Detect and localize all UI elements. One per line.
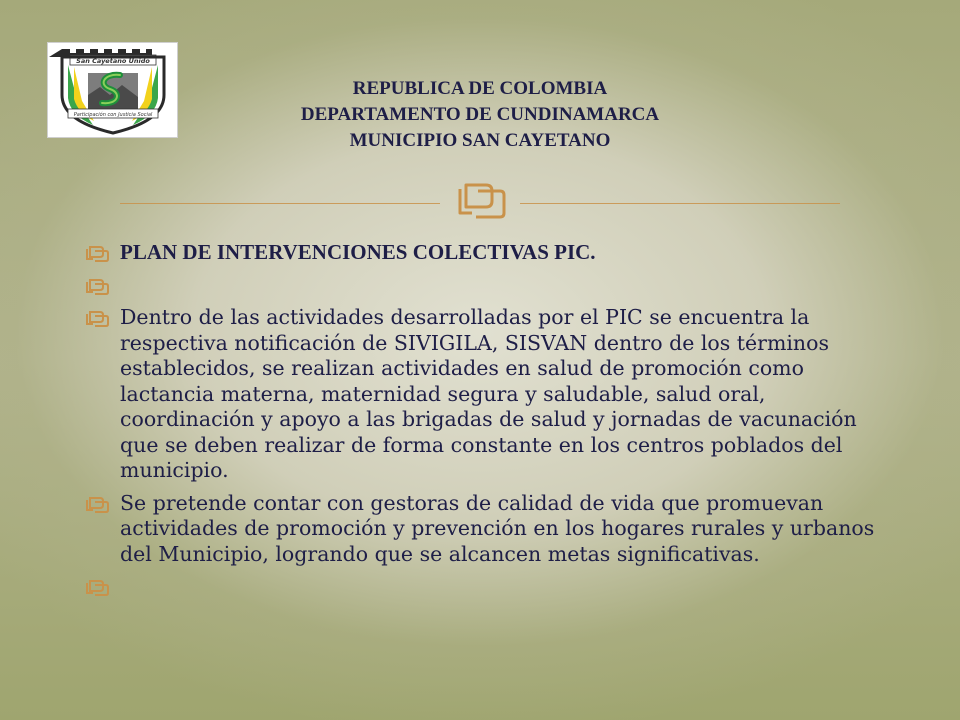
scroll-bullet-icon	[84, 311, 110, 327]
list-item-heading	[80, 240, 880, 266]
scroll-bullet-icon	[84, 580, 110, 596]
scroll-bullet-icon	[84, 279, 110, 295]
logo-bottom-text: Participación con Justicia Social	[73, 112, 153, 118]
goals-paragraph: Se pretende contar con gestoras de calidad de vida que promuevan actividades de promoción y prevención en los hogares rurales y urbanos del Municipio, logrando que se alcancen metas significativas.	[120, 490, 875, 566]
divider-left	[120, 203, 440, 204]
list-item-paragraph	[80, 491, 880, 568]
header-title	[200, 76, 760, 154]
municipality-title: MUNICIPIO SAN CAYETANO	[349, 130, 611, 151]
ornament-icon	[446, 181, 514, 221]
list-item-empty	[80, 273, 880, 299]
list-item-paragraph	[80, 305, 880, 484]
department-title: DEPARTAMENTO DE CUNDINAMARCA	[300, 104, 660, 125]
municipal-logo	[47, 42, 178, 138]
scroll-bullet-icon	[84, 497, 110, 513]
section-heading: PLAN DE INTERVENCIONES COLECTIVAS PIC.	[120, 240, 596, 264]
content-list	[80, 240, 880, 607]
divider-right	[520, 203, 840, 204]
list-item-empty	[80, 574, 880, 600]
activities-paragraph: Dentro de las actividades desarrolladas por el PIC se encuentra la respectiva notificación de SIVIGILA, SISVAN dentro de los términos establecidos, se realizan actividades en salud de promoción como lactancia materna, maternidad segura y saludable, salud oral, coordinación y apoyo a las brigadas de salud y jornadas de vacunación que se deben realizar de forma constante en los centros poblados del municipio.	[120, 305, 857, 482]
coat-of-arms-icon	[48, 43, 177, 137]
scroll-bullet-icon	[84, 246, 110, 262]
logo-top-text: San Cayetano Unido	[76, 57, 150, 65]
country-title: REPUBLICA DE COLOMBIA	[352, 78, 608, 99]
